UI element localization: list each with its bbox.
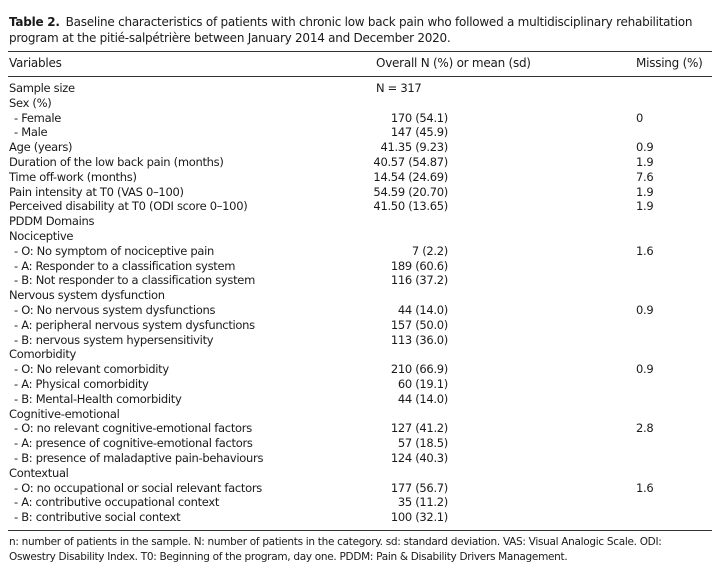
table-row (0, 259, 719, 274)
cell-variable: - A: Responder to a classification system (14, 258, 236, 273)
cell-overall: 124 (40.3) (390, 450, 448, 465)
cell-missing: 1.6 (636, 243, 654, 258)
cell-variable: - B: Not responder to a classification system (14, 273, 255, 288)
cell-variable: Pain intensity at T0 (VAS 0–100) (9, 184, 184, 199)
caption-text: Baseline characteristics of patients with chronic low back pain who followed a multidisciplinary rehabilitation program at the pitié-salpétrière between January 2014 and December 2020. (9, 15, 693, 45)
cell-variable: Cognitive-emotional (9, 406, 120, 421)
cell-variable: - B: nervous system hypersensitivity (14, 332, 214, 347)
table-row (0, 421, 719, 436)
cell-overall: 40.57 (54.87) (373, 154, 448, 169)
cell-variable: Time off-work (months) (9, 169, 137, 184)
cell-overall: 7 (2.2) (411, 243, 448, 258)
cell-variable: Contextual (9, 465, 69, 480)
cell-variable: Age (years) (9, 140, 73, 155)
cell-overall: 157 (50.0) (390, 317, 448, 332)
table-row (0, 318, 719, 333)
cell-variable: Sample size (9, 81, 75, 95)
header-variables: Variables (9, 56, 62, 70)
cell-overall: 147 (45.9) (390, 125, 448, 140)
cell-overall: 170 (54.1) (390, 110, 448, 125)
cell-overall: 113 (36.0) (390, 332, 448, 347)
table-body (0, 81, 719, 525)
cell-overall: 100 (32.1) (390, 510, 448, 525)
table-row (0, 273, 719, 288)
cell-overall: 41.50 (13.65) (373, 199, 448, 214)
cell-variable: - O: No symptom of nociceptive pain (14, 243, 215, 258)
cell-variable: - A: Physical comorbidity (14, 376, 149, 391)
cell-overall: 210 (66.9) (390, 362, 448, 377)
cell-missing: 1.6 (636, 480, 654, 495)
header-rule (8, 76, 712, 77)
table-row (0, 392, 719, 407)
cell-variable: - A: presence of cognitive-emotional factors (14, 436, 253, 451)
cell-overall: 60 (19.1) (397, 376, 448, 391)
table-row (0, 347, 719, 362)
table-row (0, 333, 719, 348)
cell-missing: 0.9 (636, 362, 654, 377)
table-row (0, 303, 719, 318)
table-row (0, 125, 719, 140)
cell-overall: 127 (41.2) (390, 421, 448, 436)
table-label: Table 2. (9, 15, 60, 29)
table-row (0, 510, 719, 525)
cell-missing: 0.9 (636, 140, 654, 155)
table-row (0, 229, 719, 244)
table-row (0, 214, 719, 229)
table-row (0, 466, 719, 481)
table-row (0, 199, 719, 214)
table-caption (9, 14, 709, 46)
cell-variable: - A: contributive occupational context (14, 495, 220, 510)
cell-variable: Duration of the low back pain (months) (9, 154, 224, 169)
cell-variable: - O: no occupational or social relevant factors (14, 480, 262, 495)
table-row (0, 81, 719, 96)
cell-missing: 1.9 (636, 184, 654, 199)
cell-missing: 0.9 (636, 302, 654, 317)
table-row (0, 362, 719, 377)
header-missing: Missing (%) (636, 56, 703, 70)
cell-missing: 2.8 (636, 421, 654, 436)
cell-variable: Sex (%) (9, 95, 52, 110)
table-footnote: n: number of patients in the sample. N: number of patients in the category. sd: standard deviation. VAS: Visual Analogic Scale. ODI: Oswestry Disability Index. T0: Beginning of the program, day one. PDDM: Pain & Disability Drivers Management. (9, 536, 662, 563)
cell-variable: Nervous system dysfunction (9, 288, 165, 303)
cell-variable: - Male (14, 125, 48, 140)
cell-variable: - A: peripheral nervous system dysfunctions (14, 317, 255, 332)
table-row (0, 481, 719, 496)
cell-overall: 177 (56.7) (390, 480, 448, 495)
bottom-rule (8, 530, 712, 531)
cell-overall: N = 317 (376, 81, 422, 95)
table-row (0, 436, 719, 451)
cell-overall: 14.54 (24.69) (373, 169, 448, 184)
table-row (0, 451, 719, 466)
cell-variable: - Female (14, 110, 61, 125)
table-row (0, 244, 719, 259)
table-row (0, 377, 719, 392)
cell-overall: 57 (18.5) (397, 436, 448, 451)
cell-variable: - O: No relevant comorbidity (14, 362, 169, 377)
cell-overall: 189 (60.6) (390, 258, 448, 273)
header-overall: Overall N (%) or mean (sd) (376, 56, 531, 70)
table-row (0, 288, 719, 303)
cell-missing: 1.9 (636, 199, 654, 214)
table-row (0, 111, 719, 126)
cell-variable: Comorbidity (9, 347, 77, 362)
table-row (0, 140, 719, 155)
top-rule (8, 51, 712, 52)
table-row (0, 185, 719, 200)
cell-variable: Nociceptive (9, 228, 74, 243)
cell-overall: 35 (11.2) (397, 495, 448, 510)
cell-variable: - O: no relevant cognitive-emotional factors (14, 421, 252, 436)
table-row (0, 96, 719, 111)
cell-overall: 44 (14.0) (397, 391, 448, 406)
cell-overall: 41.35 (9.23) (380, 140, 448, 155)
cell-variable: - O: No nervous system dysfunctions (14, 302, 216, 317)
cell-variable: - B: presence of maladaptive pain-behaviours (14, 450, 264, 465)
cell-overall: 116 (37.2) (390, 273, 448, 288)
table-row (0, 407, 719, 422)
cell-variable: Perceived disability at T0 (ODI score 0–100) (9, 199, 248, 214)
cell-missing: 0 (636, 110, 644, 125)
cell-variable: - B: contributive social context (14, 510, 181, 525)
cell-variable: - B: Mental-Health comorbidity (14, 391, 182, 406)
table-row (0, 155, 719, 170)
table-row (0, 495, 719, 510)
cell-overall: 44 (14.0) (397, 302, 448, 317)
cell-overall: 54.59 (20.70) (373, 184, 448, 199)
cell-missing: 1.9 (636, 154, 654, 169)
cell-variable: PDDM Domains (9, 214, 95, 229)
table-row (0, 170, 719, 185)
cell-missing: 7.6 (636, 169, 654, 184)
